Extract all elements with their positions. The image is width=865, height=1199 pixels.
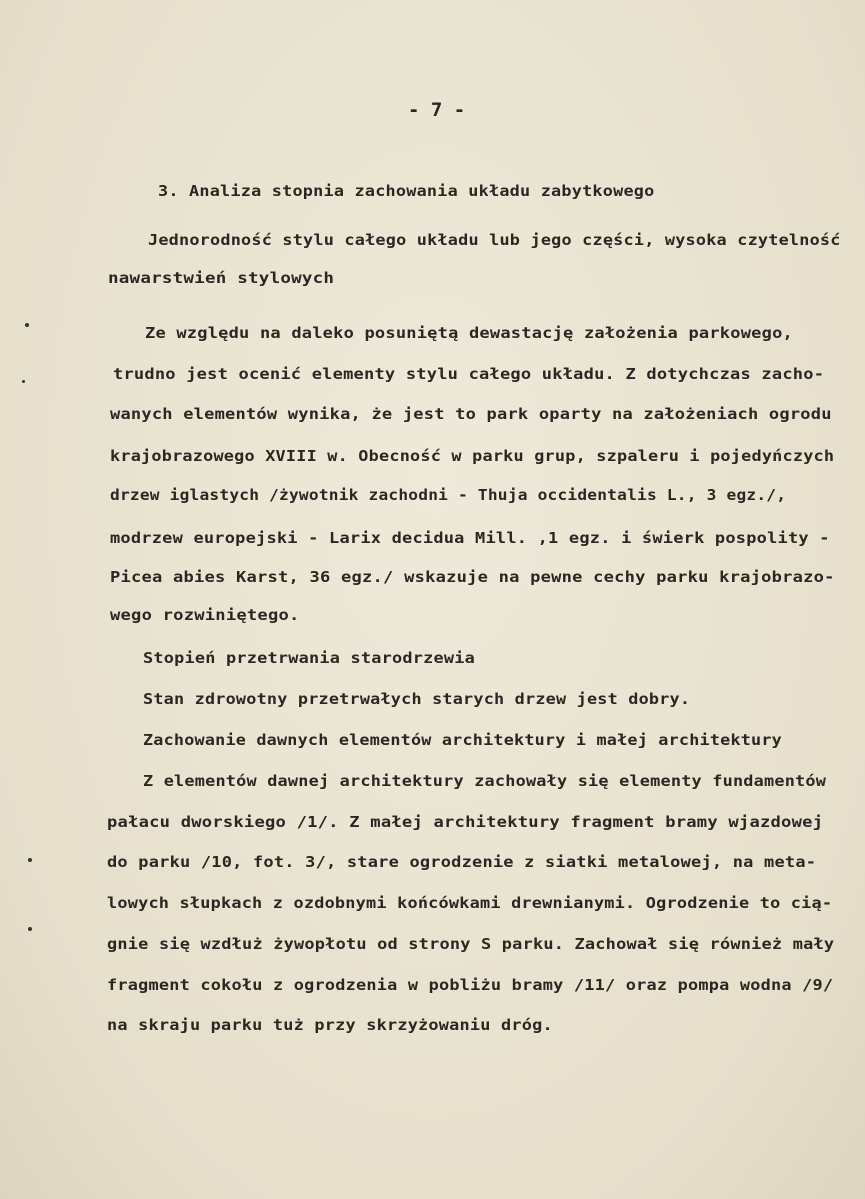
subheading-line: Jednorodność stylu całego układu lub jego części, wysoka czytelność	[148, 231, 841, 249]
paragraph-line: trudno jest ocenić elementy stylu całego układu. Z dotychczas zacho-	[113, 365, 825, 383]
paragraph-line: Picea abies Karst, 36 egz./ wskazuje na pewne cechy parku krajobrazo-	[110, 568, 835, 586]
paragraph-line: wego rozwiniętego.	[110, 606, 300, 624]
paragraph-line: Stan zdrowotny przetrwałych starych drzew jest dobry.	[143, 690, 691, 708]
paragraph-line: Z elementów dawnej architektury zachowały się elementy fundamentów	[143, 772, 827, 790]
subheading-line: nawarstwień stylowych	[108, 269, 335, 287]
paragraph-line: na skraju parku tuż przy skrzyżowaniu dróg.	[107, 1016, 553, 1034]
subheading-line: Stopień przetrwania starodrzewia	[143, 649, 476, 667]
paragraph-line: krajobrazowego XVIII w. Obecność w parku grup, szpaleru i pojedyńczych	[110, 447, 835, 465]
page-number: - 7 -	[408, 99, 466, 121]
paragraph-line: modrzew europejski - Larix decidua Mill. ,1 egz. i świerk pospolity -	[110, 529, 830, 547]
margin-dot	[28, 858, 32, 862]
section-heading: 3. Analiza stopnia zachowania układu zabytkowego	[158, 182, 655, 200]
paragraph-line: lowych słupkach z ozdobnymi końcówkami drewnianymi. Ogrodzenie to cią-	[107, 894, 833, 912]
subheading-line: Zachowanie dawnych elementów architektury i małej architektury	[143, 731, 782, 749]
paragraph-line: Ze względu na daleko posuniętą dewastację założenia parkowego,	[145, 324, 793, 342]
paragraph-line: gnie się wzdłuż żywopłotu od strony S parku. Zachował się również mały	[107, 935, 835, 953]
margin-dot	[25, 323, 29, 327]
paragraph-line: drzew iglastych /żywotnik zachodni - Thuja occidentalis L., 3 egz./,	[110, 486, 787, 504]
margin-dot	[22, 380, 25, 383]
paragraph-line: pałacu dworskiego /1/. Z małej architektury fragment bramy wjazdowej	[107, 813, 824, 831]
paragraph-line: wanych elementów wynika, że jest to park oparty na założeniach ogrodu	[110, 405, 832, 423]
paragraph-line: fragment cokołu z ogrodzenia w pobliżu bramy /11/ oraz pompa wodna /9/	[107, 976, 834, 994]
paragraph-line: do parku /10, fot. 3/, stare ogrodzenie z siatki metalowej, na meta-	[107, 853, 817, 871]
margin-dot	[28, 927, 32, 931]
